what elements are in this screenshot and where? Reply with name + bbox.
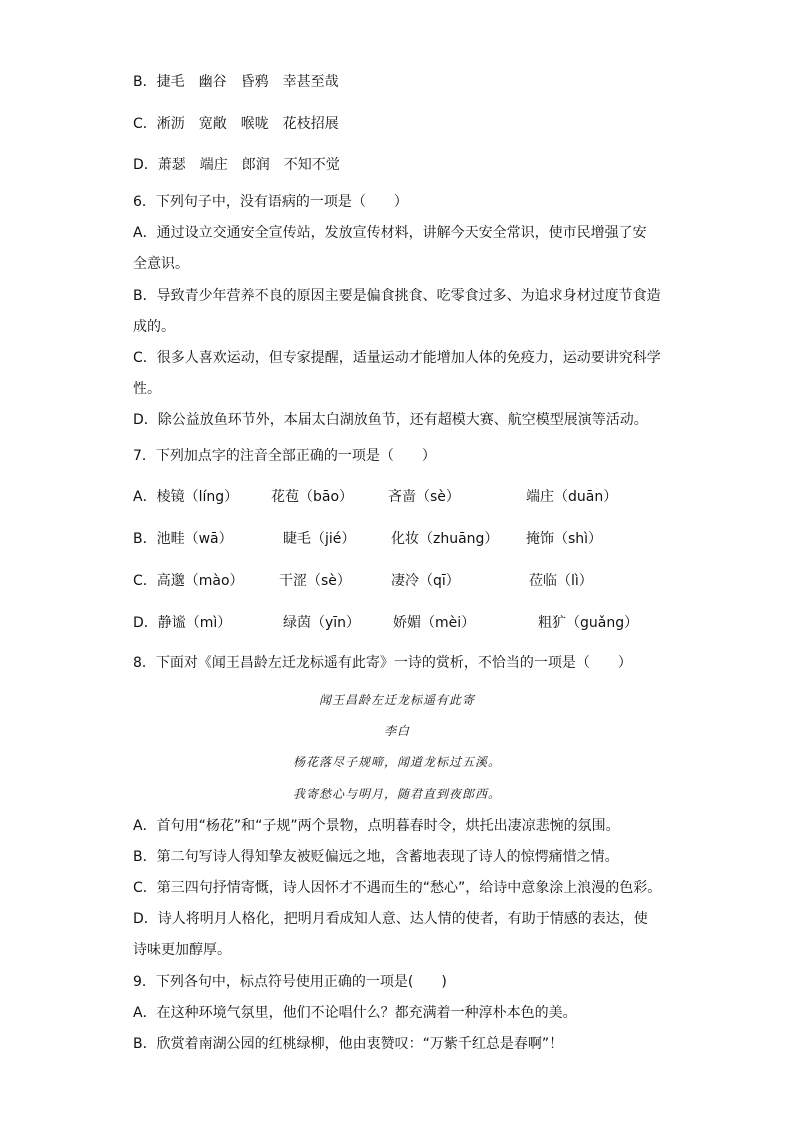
q8-stem: 8．下面对《闻王昌龄左迁龙标遥有此寄》一诗的赏析，不恰当的一项是（ ） [133,655,632,671]
q8-option-d-line1: D．诗人将明月人格化，把明月看成知人意、达人情的使者，有助于情感的表达，使 [133,911,648,927]
q8-option-a: A．首句用“杨花”和“子规”两个景物，点明暮春时令，烘托出凄凉悲惋的氛围。 [133,818,620,834]
poem-author: 李白 [383,724,410,738]
q8-option-d-line2: 诗味更加醇厚。 [133,942,231,958]
q7-b-1: B．池畦（wā） [133,531,233,547]
poem-title: 闻王昌龄左迁龙标遥有此寄 [318,693,475,707]
q8-option-c: C．第三四句抒情寄慨，诗人因怀才不遇而生的“愁心”，给诗中意象涂上浪漫的色彩。 [133,880,662,896]
q7-a-1: A．棱镜（líng） [133,489,239,505]
q6-option-c-line2: 性。 [133,381,161,397]
q7-d-4: 粗犷（guǎng） [538,615,639,631]
q5-option-c: C．淅沥 宽敞 喉咙 花枝招展 [133,116,339,132]
q6-option-c-line1: C．很多人喜欢运动，但专家提醒，适量运动才能增加人体的免疫力，运动要讲究科学 [133,350,661,366]
poem-line-2: 我寄愁心与明月，随君直到夜郎西。 [292,787,501,801]
q6-option-a-line2: 全意识。 [133,256,189,272]
q7-b-2: 睫毛（jié） [283,531,356,547]
q5-option-b: B．捷毛 幽谷 昏鸦 幸甚至哉 [133,74,339,90]
q7-d-3: 娇媚（mèi） [393,615,476,631]
q9-option-a: A．在这种环境气氛里，他们不论唱什么？都充满着一种淳朴本色的美。 [133,1005,577,1021]
q9-stem: 9．下列各句中，标点符号使用正确的一项是( ) [133,974,447,990]
q7-b-4: 掩饰（shì） [526,531,603,547]
q7-a-2: 花苞（bāo） [271,489,354,505]
q7-c-4: 莅临（lì） [529,573,593,589]
q7-c-2: 干涩（sè） [279,573,351,589]
q7-b-3: 化妆（zhuāng） [391,531,499,547]
q7-d-2: 绿茵（yīn） [283,615,361,631]
q7-a-3: 吝啬（sè） [388,489,460,505]
q6-option-a-line1: A．通过设立交通安全宣传站，发放宣传材料，讲解今天安全常识，使市民增强了安 [133,225,647,241]
q6-option-b-line2: 成的。 [133,319,175,335]
q7-a-4: 端庄（duān） [526,489,618,505]
q6-option-d: D．除公益放鱼环节外，本届太白湖放鱼节，还有超模大赛、航空模型展演等活动。 [133,412,648,428]
q7-c-1: C．高邈（mào） [133,573,244,589]
q6-option-b-line1: B．导致青少年营养不良的原因主要是偏食挑食、吃零食过多、为追求身材过度节食造 [133,288,661,304]
q7-c-3: 凄冷（qī） [391,573,460,589]
q6-stem: 6．下列句子中，没有语病的一项是（ ） [133,194,408,210]
q7-d-1: D．静谧（mì） [133,615,232,631]
q7-stem: 7．下列加点字的注音全部正确的一项是（ ） [133,448,436,464]
q9-option-b: B．欣赏着南湖公园的红桃绿柳，他由衷赞叹：“万紫千红总是春啊”！ [133,1036,564,1052]
q8-option-b: B．第二句写诗人得知挚友被贬偏远之地，含蓄地表现了诗人的惊愕痛惜之情。 [133,849,619,865]
poem-line-1: 杨花落尽子规啼，闻道龙标过五溪。 [292,755,501,769]
q5-option-d: D．萧瑟 端庄 郎润 不知不觉 [133,157,340,173]
